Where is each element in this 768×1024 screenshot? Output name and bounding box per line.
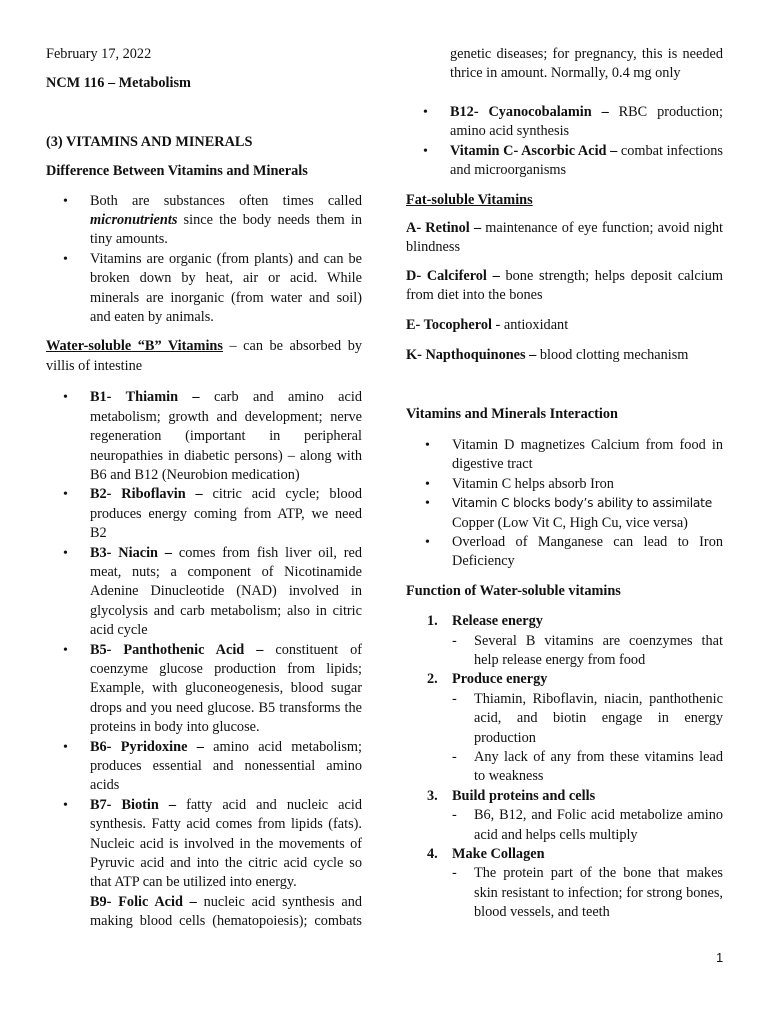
fat-vitamin-item: A- Retinol – maintenance of eye function; avoid night blindness <box>406 220 723 256</box>
vitamin-item: • B12- Cyanocobalamin – RBC production; amino acid synthesis <box>450 103 723 142</box>
vitamin-item: • Vitamin C- Ascorbic Acid – combat infections and microorganisms <box>450 142 723 181</box>
function-item: 3. Build proteins and cells - B6, B12, and Folic acid metabolize amino acid and helps cells multiply <box>452 787 723 845</box>
fat-vitamin-item: K- Napthoquinones – blood clotting mechanism <box>406 347 689 364</box>
vitamin-item: • B3- Niacin – comes from fish liver oil, red meat, nuts; a component of Nicotinamide Adenine Dinucleotide (NAD) involved in glycolysis and carb metabolism; also in citric acid cycle <box>90 544 362 641</box>
interaction-heading: Vitamins and Minerals Interaction <box>406 406 618 423</box>
b-vitamin-list-cont <box>450 103 723 181</box>
fat-vitamin-item: E- Tocopherol - antioxidant <box>406 316 569 333</box>
interaction-item: • Vitamin D magnetizes Calcium from food in digestive tract <box>452 436 723 475</box>
course-title: NCM 116 – Metabolism <box>46 75 191 92</box>
interaction-item: • Overload of Manganese can lead to Iron Deficiency <box>452 533 723 572</box>
difference-list <box>90 192 362 328</box>
b9-continuation: genetic diseases; for pregnancy, this is needed thrice in amount. Normally, 0.4 mg only <box>450 45 723 82</box>
function-point: - Thiamin, Riboflavin, niacin, panthothenic acid, and biotin engage in energy production <box>474 690 723 748</box>
function-point: - Any lack of any from these vitamins lead to weakness <box>474 748 723 787</box>
function-item: 4. Make Collagen - The protein part of the bone that makes skin resistant to infection; for strong bones, blood vessels, and teeth <box>452 845 723 923</box>
b-vitamin-list <box>90 388 362 932</box>
vitamin-item: • B7- Biotin – fatty acid and nucleic acid synthesis. Fatty acid comes from lipids (fats). Nucleic acid is involved in the movements of Pyruvic acid and into the citric acid cycle so that ATP can be utilized into energy. <box>90 796 362 893</box>
interaction-item: • Vitamin C blocks body’s ability to assimilate Copper (Low Vit C, High Cu, vice versa) <box>452 494 723 533</box>
fat-vitamin-item: D- Calciferol – bone strength; helps deposit calcium from diet into the bones <box>406 267 723 304</box>
function-item: 2. Produce energy - Thiamin, Riboflavin, niacin, panthothenic acid, and biotin engage in energy production - Any lack of any from these vitamins lead to weakness <box>452 670 723 786</box>
section-title: (3) VITAMINS AND MINERALS <box>46 133 253 150</box>
difference-item: • Vitamins are organic (from plants) and can be broken down by heat, air or acid. While minerals are inorganic (from water and soil) and eaten by animals. <box>90 250 362 328</box>
difference-item: • Both are substances often times called micronutrients since the body needs them in tiny amounts. <box>90 192 362 250</box>
vitamin-item: • B5- Panthothenic Acid – constituent of coenzyme glucose production from lipids; Example, with gluconeogenesis, blood sugar drops and you need glucose. B5 transforms the proteins in body into glucose. <box>90 641 362 738</box>
interaction-list <box>452 436 723 572</box>
vitamin-item: • B1- Thiamin – carb and amino acid metabolism; growth and development; nerve regeneration (important in peripheral neuropathies in diabetic persons) – along with B6 and B12 (Neurobion medication) <box>90 388 362 485</box>
vitamin-item: • B9- Folic Acid – nucleic acid synthesis and making blood cells (hematopoiesis); combats <box>90 893 362 932</box>
left-column <box>46 0 362 932</box>
document-date: February 17, 2022 <box>46 46 152 62</box>
difference-heading: Difference Between Vitamins and Minerals <box>46 163 308 180</box>
right-column <box>406 0 723 923</box>
water-soluble-heading: Water-soluble “B” Vitamins – can be absorbed by villis of intestine <box>46 338 362 374</box>
vitamin-item: • B6- Pyridoxine – amino acid metabolism; produces essential and nonessential amino acids <box>90 738 362 796</box>
page-number: 1 <box>716 950 724 965</box>
functions-heading: Function of Water-soluble vitamins <box>406 582 621 599</box>
function-point: - B6, B12, and Folic acid metabolize amino acid and helps cells multiply <box>474 806 723 845</box>
function-point: - The protein part of the bone that makes skin resistant to infection; for strong bones, blood vessels, and teeth <box>474 864 723 922</box>
interaction-item: • Vitamin C helps absorb Iron <box>452 475 723 494</box>
function-item: 1. Release energy - Several B vitamins are coenzymes that help release energy from food <box>452 612 723 670</box>
function-point: - Several B vitamins are coenzymes that help release energy from food <box>474 632 723 671</box>
fat-soluble-heading: Fat-soluble Vitamins <box>406 191 533 208</box>
vitamin-item: • B2- Riboflavin – citric acid cycle; blood produces energy coming from ATP, we need B2 <box>90 485 362 543</box>
functions-list <box>427 612 723 923</box>
